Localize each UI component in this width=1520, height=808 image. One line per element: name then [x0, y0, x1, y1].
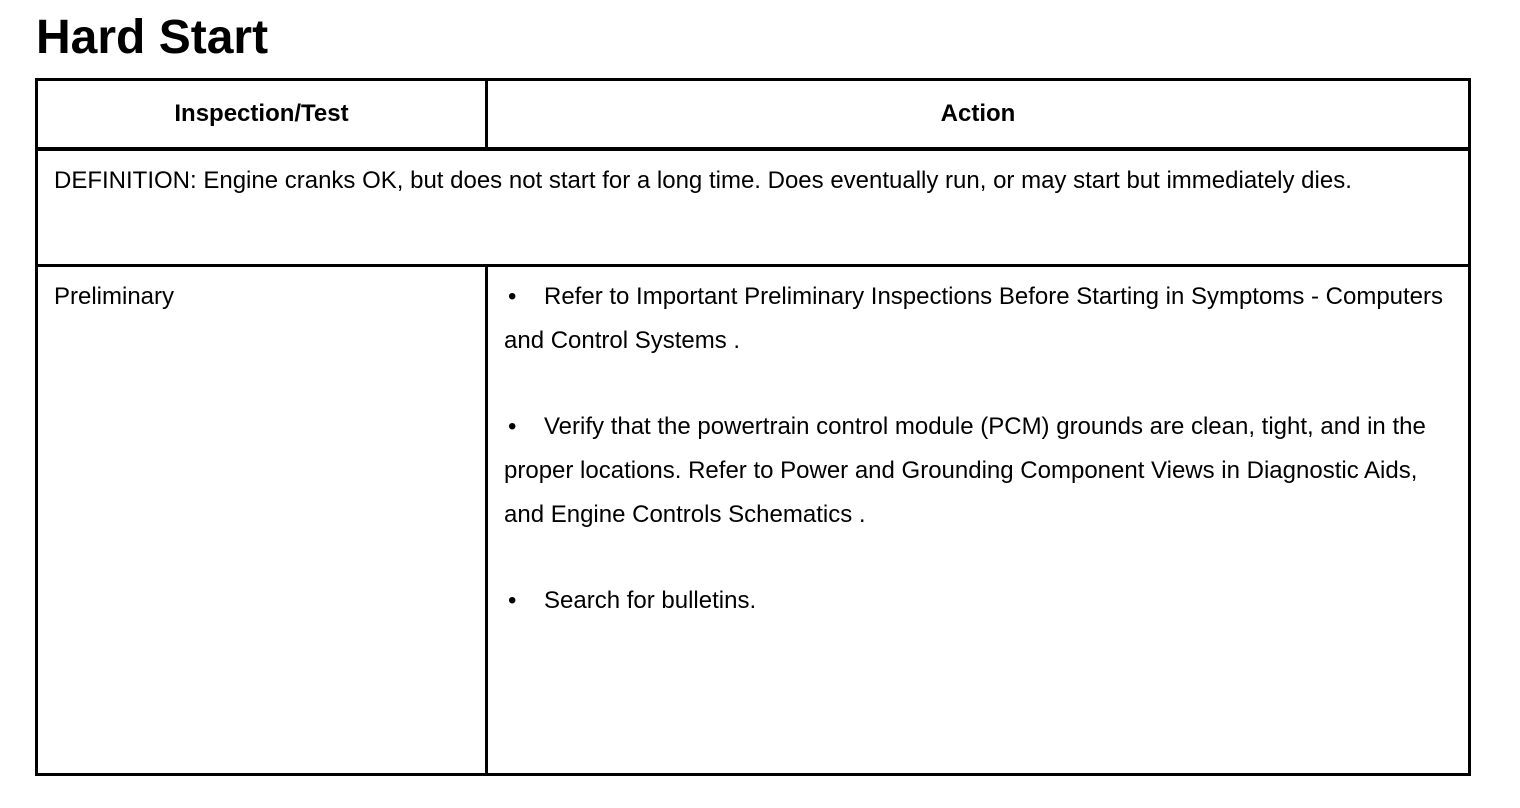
action-text: Refer to Important Preliminary Inspections Before Starting in Symptoms - Computers and Control Systems .	[504, 282, 1444, 354]
header-inspection-test: Inspection/Test	[37, 80, 487, 150]
definition-row	[37, 149, 1470, 265]
bullet-icon: •	[508, 412, 517, 440]
table-header-row	[37, 80, 1470, 150]
action-text: Verify that the powertrain control module (PCM) grounds are clean, tight, and in the proper locations. Refer to Power and Grounding Component Views in Diagnostic Aids, and Engine Controls Schematics .	[504, 412, 1426, 528]
diagnostic-table	[35, 78, 1471, 776]
step-cell	[37, 265, 487, 775]
header-action: Action	[487, 80, 1470, 150]
definition-cell	[37, 149, 1470, 265]
action-item	[504, 579, 1448, 623]
page-title: Hard Start	[36, 11, 269, 64]
action-text: Search for bulletins.	[544, 586, 757, 614]
step-name: Preliminary	[54, 282, 175, 310]
definition-text: DEFINITION: Engine cranks OK, but does not start for a long time. Does eventually run, or may start but immediately dies.	[54, 167, 1352, 194]
action-list	[504, 275, 1448, 623]
bullet-icon: •	[508, 586, 517, 614]
action-cell	[487, 265, 1470, 775]
table-row	[37, 265, 1470, 775]
action-item	[504, 275, 1448, 363]
bullet-icon: •	[508, 282, 517, 310]
action-item	[504, 405, 1448, 537]
